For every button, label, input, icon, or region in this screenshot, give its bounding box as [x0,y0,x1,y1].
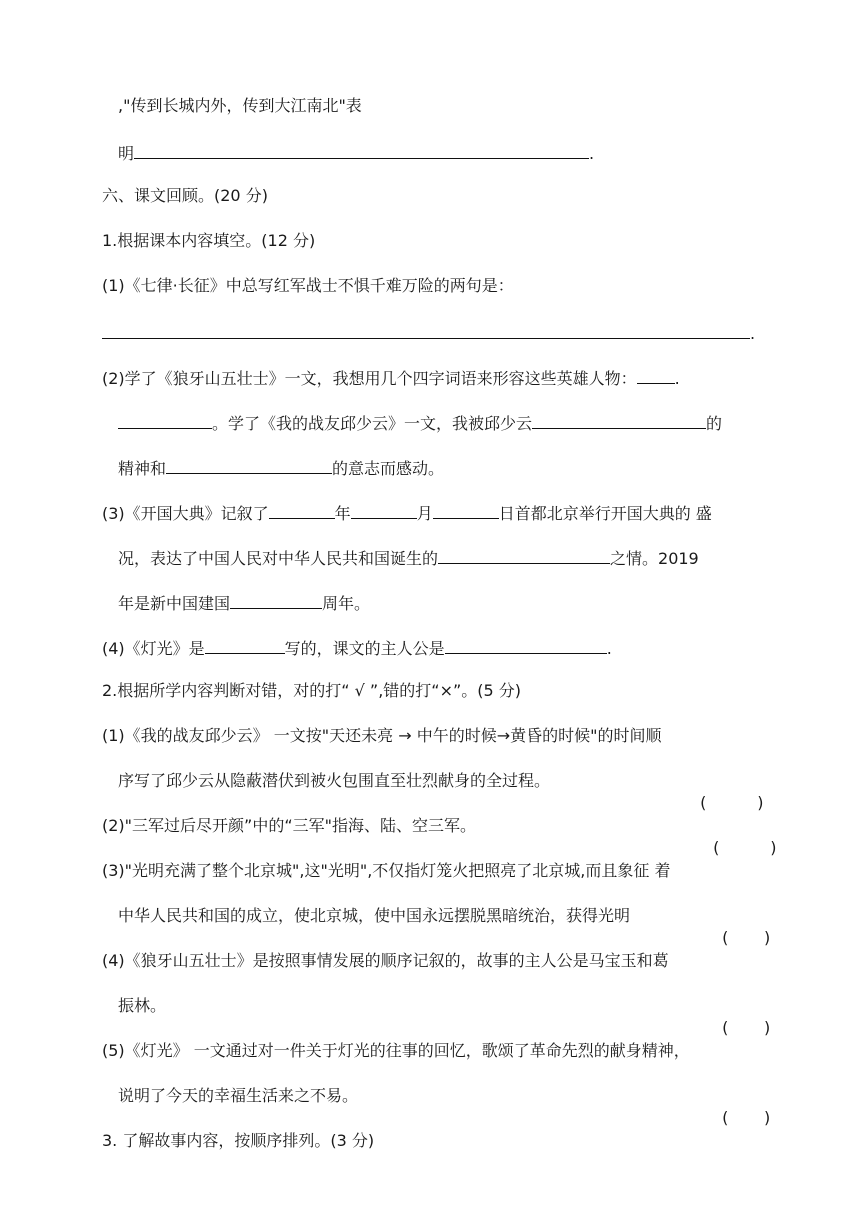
answer-blank[interactable] [205,635,285,654]
question-item: (4)《狼牙山五壮士》是按照事情发展的顺序记叙的，故事的主人公是马宝玉和葛 [102,951,669,970]
text-line [118,95,362,117]
question-item: 。学了《我的战友邱少云》一文，我被邱少云 的 [118,410,722,435]
question-item: 况，表达了中国人民对中华人民共和国诞生的 之情。2019 [118,545,699,570]
answer-parentheses[interactable]: ( ) [713,838,777,857]
question-item: (5)《灯光》 一文通过对一件关于灯光的往事的回忆，歌颂了革命先烈的献身精神， [102,1041,690,1060]
answer-blank[interactable] [166,455,332,474]
question-item: (3)"光明充满了整个北京城",这"光明",不仅指灯笼火把照亮了北京城,而且象征 着 [102,861,671,880]
answer-blank[interactable] [118,410,212,429]
answer-blank[interactable] [445,635,607,654]
text-line [118,140,594,165]
question-item: (1)《七律·长征》中总写红军战士不惧千难万险的两句是： [102,276,514,295]
question-item: (2)"三军过后尽开颜”中的“三军"指海、陆、空三军。 [102,816,476,835]
question-item: (3)《开国大典》记叙了 年 月 日首都北京举行开国大典的 盛 [102,500,712,525]
answer-blank[interactable] [134,140,589,159]
question-item: (4)《灯光》是 写的，课文的主人公是 . [102,635,612,660]
answer-parentheses[interactable]: ( ) [722,928,771,947]
answer-parentheses[interactable]: ( ) [722,1108,771,1127]
section-heading: 六、课文回顾。(20 分) [102,186,268,205]
question-item: 精神和 的意志而感动。 [118,455,444,480]
answer-blank[interactable] [532,410,706,429]
question-item: (1)《我的战友邱少云》 一文按"天还未亮 → 中午的时候→黄昏的时候"的时间顺 [102,726,662,745]
line-text: ,"传到长城内外，传到大江南北"表 [118,96,362,115]
line-text: 明 [118,144,135,163]
answer-blank[interactable] [438,545,610,564]
line-text: . [589,144,595,163]
question-heading: 2.根据所学内容判断对错，对的打“ √ ”,错的打“×”。(5 分) [102,681,522,700]
answer-parentheses[interactable]: ( ) [700,793,764,812]
question-item: (2)学了《狼牙山五壮士》一文，我想用几个四字词语来形容这些英雄人物： . [102,365,680,390]
question-heading: 3. 了解故事内容，按顺序排列。(3 分) [102,1131,375,1150]
answer-parentheses[interactable]: ( ) [722,1018,771,1037]
answer-blank[interactable] [637,365,675,384]
question-item: 说明了今天的幸福生活来之不易。 [118,1086,359,1105]
answer-blank[interactable] [433,500,499,519]
question-item: 序写了邱少云从隐蔽潜伏到被火包围直至壮烈献身的全过程。 [118,771,551,790]
answer-blank[interactable] [269,500,335,519]
answer-blank[interactable] [102,320,750,339]
question-item: 中华人民共和国的成立，使北京城，使中国永远摆脱黑暗统治，获得光明 [118,906,631,925]
question-item: 年是新中国建国 周年。 [118,590,370,615]
answer-blank[interactable] [230,590,322,609]
answer-blank[interactable] [351,500,417,519]
question-item: 振林。 [118,996,167,1015]
answer-line: . [102,320,755,345]
question-heading: 1.根据课本内容填空。(12 分) [102,231,316,250]
